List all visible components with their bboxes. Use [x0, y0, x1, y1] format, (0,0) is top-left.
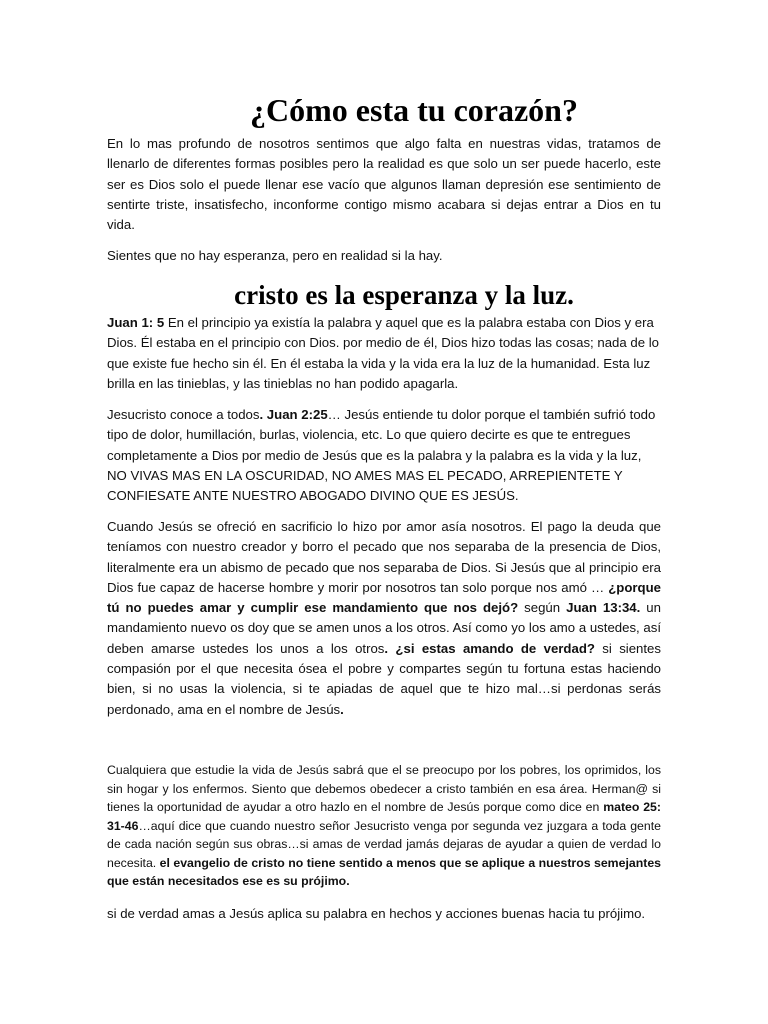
paragraph-text: Cualquiera que estudie la vida de Jesús sabrá que el se preocupo por los pobres, los oprimidos, los sin hogar y los enfermos. Siento que debemos obedecer a cristo también en esa área. Herman@ si tienes la oportunidad de ayudar a otro hazlo en el nombre de Jesús porque como dice en — [107, 763, 661, 814]
verse-text: En el principio ya existía la palabra y aquel que es la palabra estaba con Dios y era Dios. Él estaba en el principio con Dios. por medio de él, Dios hizo todas las cosas; nada de lo que existe fue hecho sin él. En él estaba la vida y la vida era la luz de la humanidad. Esta luz brilla en las tinieblas, y las tinieblas no han podido apagarla. — [107, 315, 659, 391]
sacrifice-paragraph — [107, 517, 661, 720]
intro-paragraph: En lo mas profundo de nosotros sentimos que algo falta en nuestras vidas, tratamos de llenarlo de diferentes formas posibles pero la realidad es que solo un ser puede hacerlo, este ser es Dios solo el puede llenar ese vacío que algunos llaman depresión ese sentimiento de sentirte triste, insatisfecho, inconforme contigo mismo acabara si dejas entrar a Dios en tu vida. — [107, 136, 661, 233]
section-subtitle: cristo es la esperanza y la luz. — [234, 280, 574, 310]
paragraph-text: un mandamiento nuevo os doy que se amen unos a los otros. Así como yo los amo a ustedes, así deben amarse ustedes los unos a los otros — [107, 600, 661, 656]
question-text: . ¿si estas amando de verdad? — [384, 640, 595, 656]
juan-2-25-paragraph — [107, 405, 661, 506]
paragraph-text: según — [518, 600, 567, 616]
verse-reference: Juan 13:34. — [566, 600, 641, 616]
question-text: ¿porque tú no puedes amar y cumplir ese mandamiento que nos dejó? — [107, 579, 661, 616]
study-paragraph — [107, 761, 661, 891]
verse-reference: Juan 1: 5 — [107, 315, 165, 330]
page-title: ¿Cómo esta tu corazón? — [250, 92, 578, 128]
paragraph-text: Cuando Jesús se ofreció en sacrificio lo hizo por amor asía nosotros. El pago la deuda que teníamos con nuestro creador y borro el pecado que nos separaba de la presencia de Dios, literalmente era un abismo de pecado que nos separaba de Dios. Si Jesús que al principio era Dios fue capaz de hacerse hombre y morir por nosotros tan solo porque nos amó … — [107, 519, 661, 595]
paragraph-text: si sientes compasión por el que necesita ósea el pobre y compartes según tu fortuna estas haciendo bien, si no usas la violencia, si te apiadas de aquel que te hizo mal…si perdonas serás perdonado, ama en el nombre de Jesús — [107, 640, 661, 717]
paragraph-text: … Jesús entiende tu dolor porque el también sufrió todo tipo de dolor, humillación, burlas, violencia, etc. Lo que quiero decirte es que te entregues completamente a Dios por medio de Jesús que es la palabra y la palabra es la vida y la luz, NO VIVAS MAS EN LA OSCURIDAD, NO AMES MAS EL PECADO, ARREPIENTETE Y CONFIESATE ANTE NUESTRO ABOGADO DIVINO QUE ES JESÚS. — [107, 407, 656, 504]
closing-paragraph: si de verdad amas a Jesús aplica su palabra en hechos y acciones buenas hacia tu prójimo. — [107, 906, 646, 921]
paragraph-text: …aquí dice que cuando nuestro señor Jesucristo venga por segunda vez juzgara a toda gente de cada nación según sus obras…si amas de verdad jamás dejaras de ayudar a quien de verdad lo necesita. — [107, 818, 661, 870]
verse-reference: mateo 25: 31-46 — [107, 800, 661, 833]
paragraph-end: . — [340, 701, 344, 717]
emphasis-text: el evangelio de cristo no tiene sentido a menos que se aplique a nuestros semejantes que están necesitados ese es su prójimo. — [107, 855, 661, 888]
paragraph-lead: Jesucristo conoce a todos — [107, 407, 260, 422]
verse-reference: . Juan 2:25 — [259, 407, 328, 422]
juan-1-5-paragraph — [107, 313, 661, 394]
hope-line: Sientes que no hay esperanza, pero en realidad si la hay. — [107, 248, 443, 263]
